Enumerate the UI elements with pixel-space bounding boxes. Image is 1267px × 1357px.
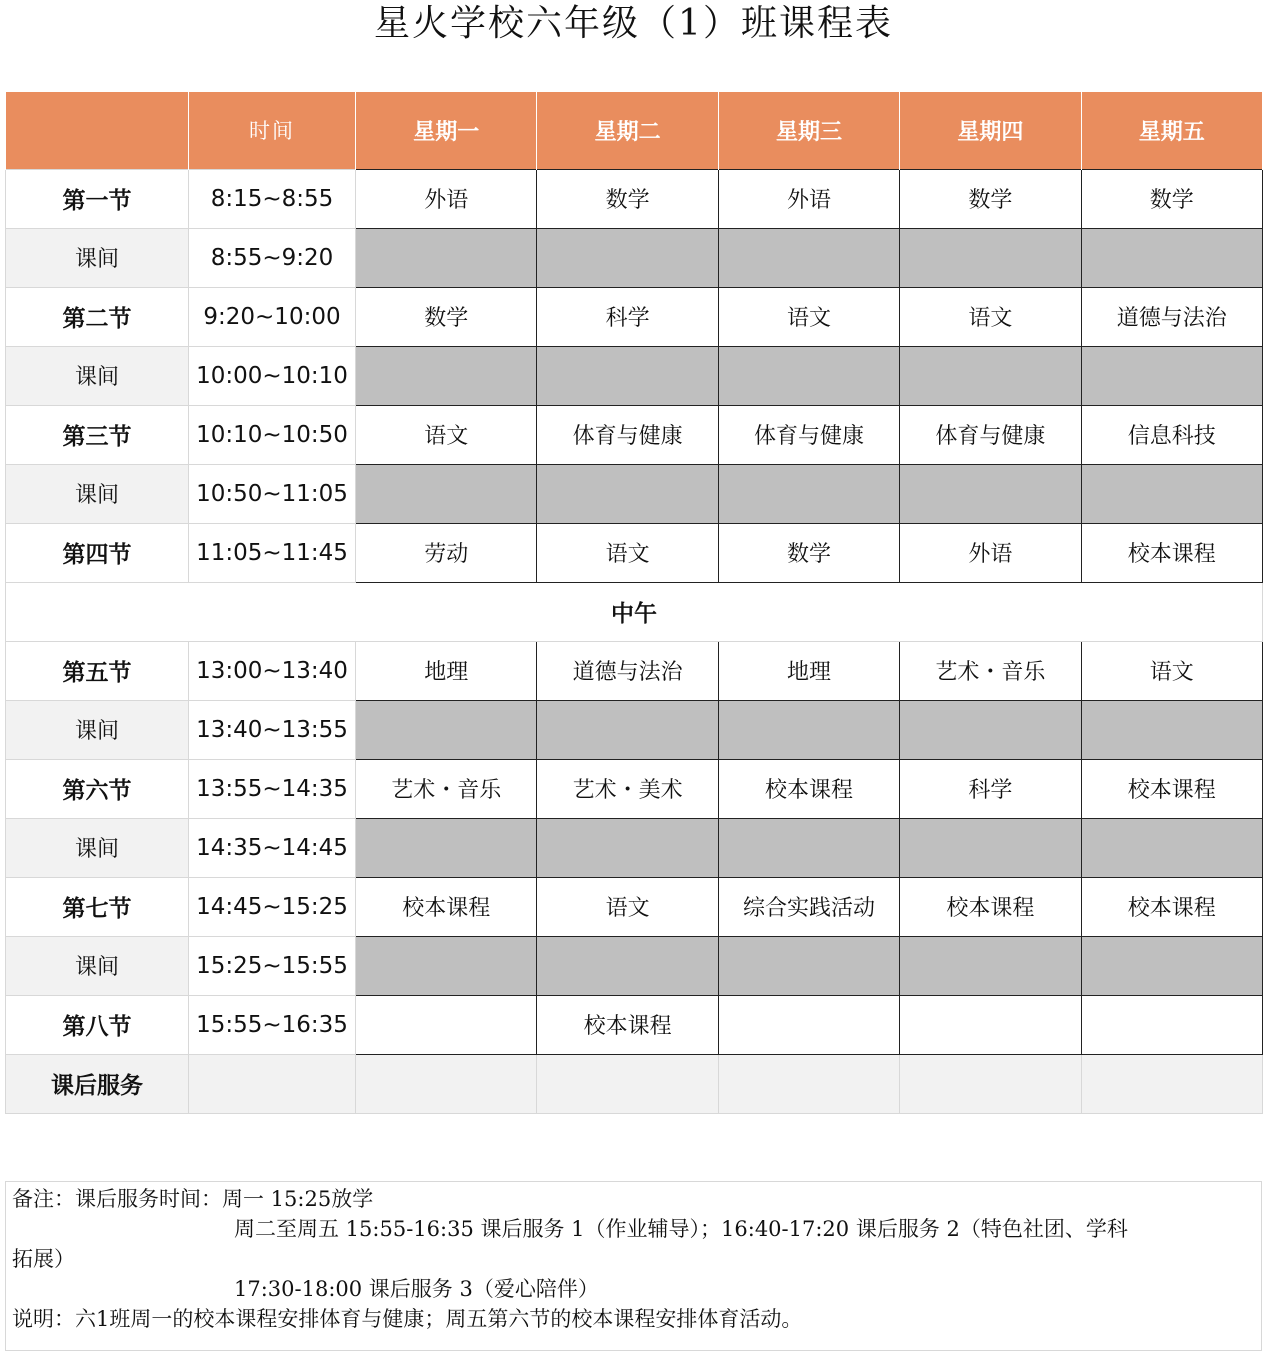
subject-cell: 艺术・美术 (537, 759, 718, 818)
break-cell (1081, 700, 1262, 759)
subject-cell: 道德与法治 (537, 641, 718, 700)
break-cell (356, 346, 537, 405)
after-school-cell (718, 1054, 899, 1113)
period-label: 第四节 (6, 523, 189, 582)
subject-cell: 语文 (718, 287, 899, 346)
notes-line: 备注：课后服务时间：周一 15:25放学 (12, 1187, 374, 1211)
break-cell (718, 228, 899, 287)
subject-cell: 校本课程 (1081, 759, 1262, 818)
subject-cell: 语文 (537, 877, 718, 936)
period-label: 第二节 (6, 287, 189, 346)
subject-cell: 数学 (1081, 169, 1262, 228)
header-day: 星期三 (718, 92, 899, 169)
break-cell (356, 700, 537, 759)
period-row (6, 995, 1263, 1054)
period-time: 15:55~16:35 (189, 995, 356, 1054)
break-time: 10:00~10:10 (189, 346, 356, 405)
header-corner (6, 92, 189, 169)
subject-cell: 综合实践活动 (718, 877, 899, 936)
period-time: 9:20~10:00 (189, 287, 356, 346)
period-row (6, 877, 1263, 936)
break-cell (900, 346, 1081, 405)
notes-line: 周二至周五 15:55-16:35 课后服务 1（作业辅导）；16:40-17:20 课后服务 2（特色社团、学科 (234, 1217, 1128, 1241)
break-cell (1081, 464, 1262, 523)
schedule-table (5, 92, 1263, 1114)
subject-cell: 语文 (537, 523, 718, 582)
noon-row (6, 582, 1263, 641)
period-label: 第一节 (6, 169, 189, 228)
break-cell (718, 936, 899, 995)
header-day: 星期二 (537, 92, 718, 169)
subject-cell: 数学 (900, 169, 1081, 228)
subject-cell: 校本课程 (1081, 523, 1262, 582)
subject-cell: 外语 (718, 169, 899, 228)
break-time: 13:40~13:55 (189, 700, 356, 759)
period-row (6, 759, 1263, 818)
break-cell (900, 228, 1081, 287)
break-label: 课间 (6, 936, 189, 995)
break-cell (1081, 228, 1262, 287)
break-cell (900, 936, 1081, 995)
period-time: 14:45~15:25 (189, 877, 356, 936)
period-time: 13:55~14:35 (189, 759, 356, 818)
page-title: 星火学校六年级（1）班课程表 (374, 3, 893, 44)
period-label: 第八节 (6, 995, 189, 1054)
break-row (6, 936, 1263, 995)
after-school-label: 课后服务 (6, 1054, 189, 1113)
header-day: 星期四 (900, 92, 1081, 169)
after-school-cell (537, 1054, 718, 1113)
subject-cell: 科学 (900, 759, 1081, 818)
break-cell (718, 346, 899, 405)
notes-line: 说明：六1班周一的校本课程安排体育与健康；周五第六节的校本课程安排体育活动。 (12, 1307, 803, 1331)
subject-cell: 信息科技 (1081, 405, 1262, 464)
period-time: 10:10~10:50 (189, 405, 356, 464)
period-label: 第七节 (6, 877, 189, 936)
notes-line: 拓展） (12, 1247, 75, 1271)
after-school-cell (189, 1054, 356, 1113)
break-cell (356, 936, 537, 995)
period-time: 11:05~11:45 (189, 523, 356, 582)
period-time: 8:15~8:55 (189, 169, 356, 228)
subject-cell: 语文 (356, 405, 537, 464)
subject-cell: 体育与健康 (537, 405, 718, 464)
break-time: 10:50~11:05 (189, 464, 356, 523)
subject-cell: 数学 (718, 523, 899, 582)
subject-cell: 外语 (900, 523, 1081, 582)
subject-cell: 数学 (537, 169, 718, 228)
break-time: 14:35~14:45 (189, 818, 356, 877)
subject-cell: 校本课程 (1081, 877, 1262, 936)
break-label: 课间 (6, 464, 189, 523)
after-school-cell (900, 1054, 1081, 1113)
break-cell (537, 818, 718, 877)
break-cell (356, 228, 537, 287)
break-cell (356, 818, 537, 877)
subject-cell (900, 995, 1081, 1054)
break-cell (356, 464, 537, 523)
break-row (6, 464, 1263, 523)
period-label: 第五节 (6, 641, 189, 700)
break-cell (718, 700, 899, 759)
subject-cell: 地理 (356, 641, 537, 700)
subject-cell: 体育与健康 (900, 405, 1081, 464)
period-label: 第三节 (6, 405, 189, 464)
subject-cell: 数学 (356, 287, 537, 346)
subject-cell: 语文 (900, 287, 1081, 346)
break-row (6, 700, 1263, 759)
break-row (6, 818, 1263, 877)
after-school-cell (356, 1054, 537, 1113)
subject-cell: 校本课程 (537, 995, 718, 1054)
break-cell (1081, 346, 1262, 405)
break-label: 课间 (6, 818, 189, 877)
header-time: 时间 (189, 92, 356, 169)
subject-cell: 道德与法治 (1081, 287, 1262, 346)
break-row (6, 346, 1263, 405)
break-cell (1081, 936, 1262, 995)
break-cell (718, 818, 899, 877)
period-label: 第六节 (6, 759, 189, 818)
subject-cell (1081, 995, 1262, 1054)
break-cell (900, 464, 1081, 523)
break-label: 课间 (6, 700, 189, 759)
break-cell (1081, 818, 1262, 877)
break-time: 15:25~15:55 (189, 936, 356, 995)
header-day: 星期一 (356, 92, 537, 169)
noon-label: 中午 (6, 582, 1263, 641)
break-label: 课间 (6, 228, 189, 287)
period-time: 13:00~13:40 (189, 641, 356, 700)
subject-cell: 劳动 (356, 523, 537, 582)
subject-cell: 外语 (356, 169, 537, 228)
header-row (6, 92, 1263, 169)
subject-cell: 校本课程 (356, 877, 537, 936)
after-school-row (6, 1054, 1263, 1113)
break-cell (537, 346, 718, 405)
subject-cell: 体育与健康 (718, 405, 899, 464)
break-label: 课间 (6, 346, 189, 405)
subject-cell: 校本课程 (718, 759, 899, 818)
break-cell (537, 936, 718, 995)
period-row (6, 169, 1263, 228)
period-row (6, 405, 1263, 464)
notes-line: 17:30-18:00 课后服务 3（爱心陪伴） (234, 1277, 599, 1301)
period-row (6, 641, 1263, 700)
notes-box (5, 1181, 1262, 1351)
break-cell (537, 700, 718, 759)
subject-cell: 科学 (537, 287, 718, 346)
period-row (6, 523, 1263, 582)
subject-cell: 语文 (1081, 641, 1262, 700)
period-row (6, 287, 1263, 346)
subject-cell (718, 995, 899, 1054)
subject-cell: 校本课程 (900, 877, 1081, 936)
break-cell (900, 818, 1081, 877)
subject-cell: 艺术・音乐 (356, 759, 537, 818)
after-school-cell (1081, 1054, 1262, 1113)
subject-cell: 艺术・音乐 (900, 641, 1081, 700)
break-row (6, 228, 1263, 287)
break-cell (718, 464, 899, 523)
break-cell (900, 700, 1081, 759)
header-day: 星期五 (1081, 92, 1262, 169)
break-cell (537, 228, 718, 287)
break-time: 8:55~9:20 (189, 228, 356, 287)
subject-cell: 地理 (718, 641, 899, 700)
subject-cell (356, 995, 537, 1054)
break-cell (537, 464, 718, 523)
